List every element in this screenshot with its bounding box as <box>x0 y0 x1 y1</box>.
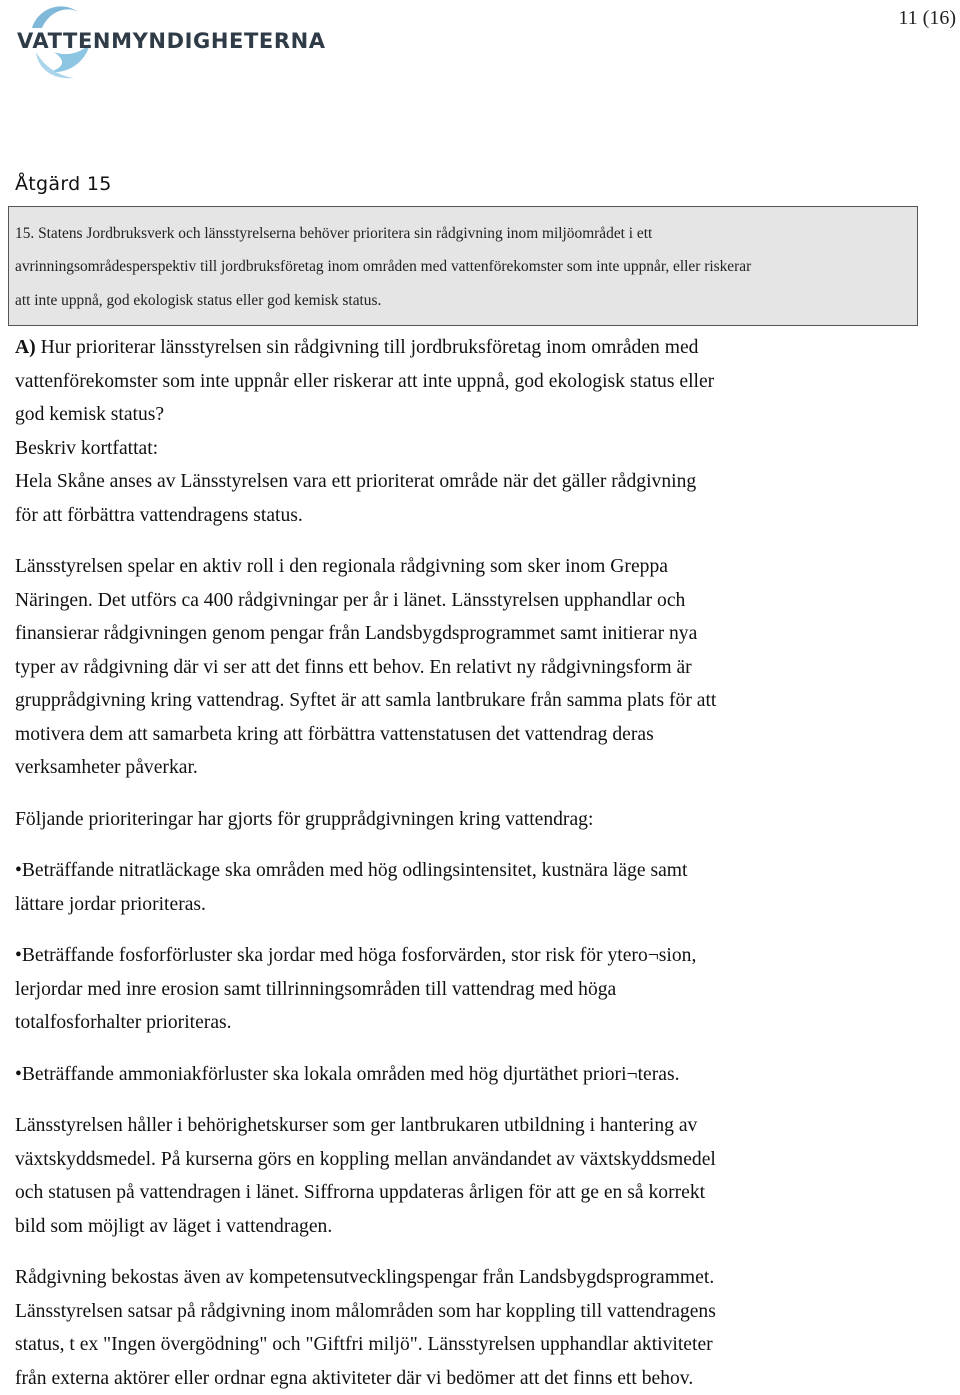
answer-line: typer av rådgivning där vi ser att det finns ett behov. En relativt ny rådgivningsform är <box>15 651 915 685</box>
measure-line: att inte uppnå, god ekologisk status eller god kemisk status. <box>15 284 917 317</box>
answer-line: grupprådgivning kring vattendrag. Syftet är att samla lantbrukare från samma plats för att <box>15 684 915 718</box>
section-heading: Åtgärd 15 <box>15 173 112 195</box>
answer-line: Näringen. Det utförs ca 400 rådgivningar per år i länet. Länsstyrelsen upphandlar och <box>15 584 915 618</box>
answer-line: finansierar rådgivningen genom pengar från Landsbygdsprogrammet samt initierar nya <box>15 617 915 651</box>
answer-line: Länsstyrelsen satsar på rådgivning inom målområden som har koppling till vattendragens <box>15 1295 915 1329</box>
answer-line: växtskyddsmedel. På kurserna görs en koppling mellan användandet av växtskyddsmedel <box>15 1143 915 1177</box>
logo-text: VATTENMYNDIGHETERNA <box>17 29 326 53</box>
answer-line: Länsstyrelsen håller i behörighetskurser som ger lantbrukaren utbildning i hantering av <box>15 1109 915 1143</box>
question-text: Hur prioriterar länsstyrelsen sin rådgivning till jordbruksföretag inom områden med <box>36 337 699 358</box>
answer-line: och statusen på vattendragen i länet. Siffrorna uppdateras årligen för att ge en så korrekt <box>15 1176 915 1210</box>
question-prompt: Beskriv kortfattat: <box>15 432 915 466</box>
answer-line: från externa aktörer eller ordnar egna aktiviteter där vi bedömer att det finns ett behov. <box>15 1362 915 1395</box>
bullet-line: totalfosforhalter prioriteras. <box>15 1006 915 1040</box>
question-line: vattenförekomster som inte uppnår eller riskerar att inte uppnå, god ekologisk status eller <box>15 365 915 399</box>
bullet-line: lättare jordar prioriteras. <box>15 888 915 922</box>
answer-line: verksamheter påverkar. <box>15 751 915 785</box>
answer-content <box>15 331 915 1395</box>
answer-line: motivera dem att samarbeta kring att förbättra vattenstatusen det vattendrag deras <box>15 718 915 752</box>
bullet-line: •Beträffande ammoniakförluster ska lokala områden med hög djurtäthet priori¬teras. <box>15 1058 915 1092</box>
bullet-line: •Beträffande fosforförluster ska jordar med höga fosforvärden, stor risk för ytero¬sion, <box>15 939 915 973</box>
answer-line: för att förbättra vattendragens status. <box>15 499 915 533</box>
question-label: A) <box>15 337 36 358</box>
answer-line: Följande prioriteringar har gjorts för grupprådgivningen kring vattendrag: <box>15 803 915 837</box>
measure-description-box <box>8 206 918 326</box>
vattenmyndigheterna-logo <box>14 2 334 80</box>
bullet-line: •Beträffande nitratläckage ska områden med hög odlingsintensitet, kustnära läge samt <box>15 854 915 888</box>
page-number: 11 (16) <box>898 7 956 30</box>
answer-line: Länsstyrelsen spelar en aktiv roll i den regionala rådgivning som sker inom Greppa <box>15 550 915 584</box>
question-line: god kemisk status? <box>15 398 915 432</box>
question-line <box>15 331 915 365</box>
answer-line: Rådgivning bekostas även av kompetensutvecklingspengar från Landsbygdsprogrammet. <box>15 1261 915 1295</box>
measure-line: 15. Statens Jordbruksverk och länsstyrelserna behöver prioritera sin rådgivning inom miljöområdet i ett <box>15 217 917 250</box>
measure-line: avrinningsområdesperspektiv till jordbruksföretag inom områden med vattenförekomster som inte uppnår, eller riskerar <box>15 250 917 283</box>
answer-line: bild som möjligt av läget i vattendragen. <box>15 1210 915 1244</box>
answer-line: Hela Skåne anses av Länsstyrelsen vara ett prioriterat område när det gäller rådgivning <box>15 465 915 499</box>
bullet-line: lerjordar med inre erosion samt tillrinningsområden till vattendrag med höga <box>15 973 915 1007</box>
answer-line: status, t ex "Ingen övergödning" och "Giftfri miljö". Länsstyrelsen upphandlar aktiviteter <box>15 1328 915 1362</box>
